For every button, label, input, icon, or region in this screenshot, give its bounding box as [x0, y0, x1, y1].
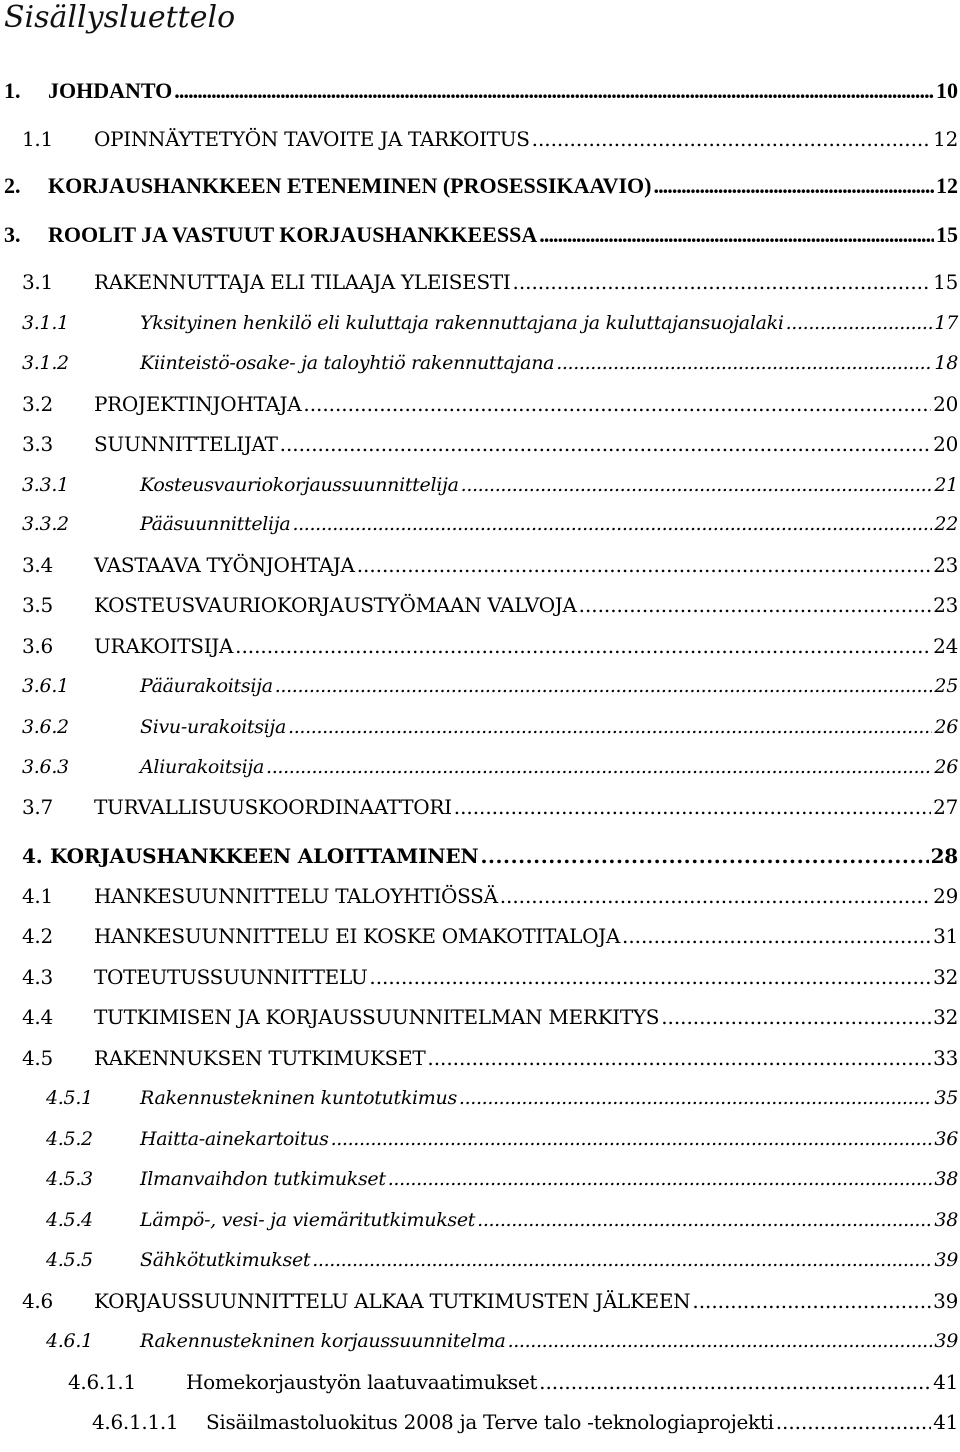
toc-entry-number: 3.1.1: [22, 312, 69, 334]
toc-entry[interactable]: [46, 1204, 958, 1236]
toc-entry[interactable]: [22, 920, 958, 952]
toc-entry-title: HANKESUUNNITTELU EI KOSKE OMAKOTITALOJA: [94, 924, 621, 948]
toc-dot-leader: [776, 1406, 931, 1438]
toc-dot-leader: [477, 1204, 932, 1236]
toc-entry-page-number: 32: [933, 1005, 958, 1029]
toc-entry[interactable]: [22, 428, 958, 460]
toc-entry-title: Kosteusvauriokorjaussuunnittelija: [140, 474, 459, 496]
toc-entry-page-number: 23: [933, 593, 958, 617]
toc-entry-page-number: 15: [933, 270, 958, 294]
toc-entry-number: 4.6.1: [46, 1330, 93, 1352]
toc-entry-number: 4.1: [22, 884, 53, 908]
toc-entry-number: 3.3.2: [22, 513, 69, 535]
toc-entry-page-number: 39: [933, 1289, 958, 1313]
toc-dot-leader: [174, 75, 934, 107]
toc-entry-title: KOSTEUSVAURIOKORJAUSTYÖMAAN VALVOJA: [94, 593, 577, 617]
toc-entry-page-number: 28: [930, 844, 958, 868]
toc-dot-leader: [280, 428, 931, 460]
toc-entry-number: 3.3: [22, 432, 53, 456]
toc-entry-page-number: 32: [933, 965, 958, 989]
toc-entry-page-number: 12: [933, 127, 958, 151]
toc-entry-page-number: 39: [934, 1330, 958, 1352]
toc-entry[interactable]: [22, 266, 958, 298]
toc-entry-page-number: 41: [933, 1410, 958, 1434]
toc-dot-leader: [480, 840, 928, 872]
toc-entry-number: 3.7: [22, 795, 53, 819]
toc-entry[interactable]: [46, 1123, 958, 1155]
toc-entry[interactable]: [22, 549, 958, 581]
toc-entry-page-number: 36: [934, 1128, 958, 1150]
toc-entry-title: KORJAUSHANKKEEN ALOITTAMINEN: [50, 844, 479, 868]
toc-entry-page-number: 20: [933, 392, 958, 416]
toc-entry[interactable]: [22, 388, 958, 420]
toc-dot-leader: [459, 1082, 933, 1114]
toc-entry-title: SUUNNITTELIJAT: [94, 432, 278, 456]
toc-entry-title: Yksityinen henkilö eli kuluttaja rakennuttajana ja kuluttajansuojalaki: [140, 312, 784, 334]
toc-entry-page-number: 38: [934, 1209, 958, 1231]
toc-entry-title: Rakennustekninen korjaussuunnitelma: [140, 1330, 506, 1352]
toc-dot-leader: [692, 1285, 931, 1317]
toc-entry-page-number: 23: [933, 553, 958, 577]
toc-entry-page-number: 27: [933, 795, 958, 819]
toc-entry[interactable]: [46, 1082, 958, 1114]
toc-entry-number: 4.3: [22, 965, 53, 989]
toc-entry-number: 3.6.1: [22, 675, 69, 697]
toc-entry[interactable]: [22, 961, 958, 993]
toc-dot-leader: [331, 1123, 933, 1155]
toc-entry-title: Kiinteistö-osake- ja taloyhtiö rakennuttajana: [140, 352, 555, 374]
toc-entry[interactable]: [46, 1325, 958, 1357]
toc-entry-page-number: 35: [934, 1087, 958, 1109]
toc-entry-title: Sisäilmastoluokitus 2008 ja Terve talo -teknologiaprojekti: [206, 1410, 774, 1434]
toc-entry-page-number: 33: [933, 1046, 958, 1070]
toc-entry-page-number: 20: [933, 432, 958, 456]
toc-entry-title: Rakennustekninen kuntotutkimus: [140, 1087, 457, 1109]
toc-entry-number: 3.1: [22, 270, 53, 294]
toc-entry-number: 3.1.2: [22, 352, 69, 374]
toc-entry-number: 3.2: [22, 392, 53, 416]
toc-entry[interactable]: [4, 219, 958, 251]
toc-entry[interactable]: [22, 123, 958, 155]
toc-entry-title: TOTEUTUSSUUNNITTELU: [94, 965, 368, 989]
toc-entry-page-number: 31: [933, 924, 958, 948]
toc-dot-leader: [235, 630, 931, 662]
toc-dot-leader: [579, 589, 931, 621]
toc-dot-leader: [454, 791, 931, 823]
toc-entry[interactable]: [4, 75, 958, 107]
toc-entry-page-number: 12: [936, 173, 958, 198]
toc-entry-page-number: 18: [934, 352, 958, 374]
toc-entry-page-number: 26: [934, 756, 958, 778]
toc-entry-title: URAKOITSIJA: [94, 634, 234, 658]
toc-dot-leader: [292, 508, 932, 540]
toc-entry-page-number: 10: [936, 78, 958, 103]
toc-entry-number: 4.6: [22, 1289, 53, 1313]
toc-entry[interactable]: [22, 751, 958, 783]
toc-entry-title: JOHDANTO: [48, 78, 173, 103]
toc-dot-leader: [275, 670, 933, 702]
toc-entry-page-number: 41: [933, 1370, 958, 1394]
toc-entry[interactable]: [22, 630, 958, 662]
toc-entry-number: 3.: [4, 222, 21, 247]
toc-entry-number: 1.: [4, 78, 21, 103]
toc-entry-page-number: 25: [934, 675, 958, 697]
toc-entry-page-number: 24: [933, 634, 958, 658]
toc-entry[interactable]: [22, 711, 958, 743]
toc-entry-title: TUTKIMISEN JA KORJAUSSUUNNITELMAN MERKITYS: [94, 1005, 660, 1029]
toc-entry[interactable]: [22, 1285, 958, 1317]
toc-entry-title: KORJAUSSUUNNITTELU ALKAA TUTKIMUSTEN JÄLKEEN: [94, 1289, 691, 1313]
toc-entry-title: Ilmanvaihdon tutkimukset: [140, 1168, 386, 1190]
toc-entry[interactable]: [22, 791, 958, 823]
toc-title: Sisällysluettelo: [4, 0, 236, 35]
toc-entry-number: 1.1: [22, 127, 53, 151]
toc-dot-leader: [539, 219, 934, 251]
toc-dot-leader: [427, 1042, 931, 1074]
toc-dot-leader: [508, 1325, 933, 1357]
toc-entry[interactable]: [68, 1366, 958, 1398]
toc-entry-title: ROOLIT JA VASTUUT KORJAUSHANKKEESSA: [48, 222, 538, 247]
toc-entry-title: PROJEKTINJOHTAJA: [94, 392, 302, 416]
toc-dot-leader: [288, 711, 932, 743]
toc-dot-leader: [266, 751, 932, 783]
toc-entry-title: KORJAUSHANKKEEN ETENEMINEN (PROSESSIKAAVIO): [48, 173, 652, 198]
toc-dot-leader: [661, 1001, 931, 1033]
toc-entry-title: TURVALLISUUSKOORDINAATTORI: [94, 795, 452, 819]
toc-dot-leader: [303, 388, 931, 420]
toc-dot-leader: [786, 307, 933, 339]
toc-entry-number: 3.4: [22, 553, 53, 577]
toc-dot-leader: [312, 1244, 932, 1276]
toc-entry[interactable]: [22, 670, 958, 702]
toc-entry-number: 4.5.5: [46, 1249, 93, 1271]
toc-entry-number: 2.: [4, 173, 21, 198]
toc-entry-page-number: 21: [934, 474, 958, 496]
toc-entry-number: 4.5.4: [46, 1209, 93, 1231]
toc-entry-title: RAKENNUKSEN TUTKIMUKSET: [94, 1046, 426, 1070]
toc-entry-number: 4.6.1.1.1: [92, 1410, 179, 1434]
toc-dot-leader: [500, 880, 931, 912]
toc-entry-title: Pääsuunnittelija: [140, 513, 291, 535]
toc-entry[interactable]: [22, 508, 958, 540]
toc-entry-page-number: 26: [934, 716, 958, 738]
toc-dot-leader: [369, 961, 931, 993]
toc-entry-page-number: 29: [933, 884, 958, 908]
toc-dot-leader: [653, 170, 934, 202]
toc-entry[interactable]: [22, 589, 958, 621]
toc-entry-page-number: 39: [934, 1249, 958, 1271]
toc-entry-title: Aliurakoitsija: [140, 756, 265, 778]
toc-entry-title: Homekorjaustyön laatuvaatimukset: [186, 1370, 538, 1394]
toc-entry[interactable]: [22, 880, 958, 912]
toc-dot-leader: [539, 1366, 931, 1398]
toc-dot-leader: [357, 549, 931, 581]
toc-entry-number: 4.5.2: [46, 1128, 93, 1150]
toc-dot-leader: [461, 469, 933, 501]
toc-entry-number: 4.5.1: [46, 1087, 93, 1109]
toc-entry-title: RAKENNUTTAJA ELI TILAAJA YLEISESTI: [94, 270, 511, 294]
toc-entry-page-number: 38: [934, 1168, 958, 1190]
toc-dot-leader: [513, 266, 932, 298]
toc-entry-title: Haitta-ainekartoitus: [140, 1128, 329, 1150]
toc-entry-number: 3.3.1: [22, 474, 69, 496]
toc-dot-leader: [556, 347, 932, 379]
toc-entry-title: Lämpö-, vesi- ja viemäritutkimukset: [140, 1209, 476, 1231]
toc-entry[interactable]: [92, 1406, 958, 1438]
toc-dot-leader: [532, 123, 931, 155]
toc-entry-number: 4.6.1.1: [68, 1370, 136, 1394]
toc-entry-number: 3.6.2: [22, 716, 69, 738]
toc-entry[interactable]: [22, 840, 958, 872]
toc-entry[interactable]: [22, 347, 958, 379]
toc-entry[interactable]: [46, 1244, 958, 1276]
toc-entry[interactable]: [22, 307, 958, 339]
toc-dot-leader: [388, 1163, 933, 1195]
toc-entry[interactable]: [22, 1042, 958, 1074]
toc-entry[interactable]: [4, 170, 958, 202]
toc-entry[interactable]: [46, 1163, 958, 1195]
toc-entry[interactable]: [22, 469, 958, 501]
toc-entry-number: 4.: [22, 844, 43, 868]
toc-entry-title: VASTAAVA TYÖNJOHTAJA: [94, 553, 355, 577]
toc-entry-title: Sivu-urakoitsija: [140, 716, 287, 738]
toc-entry-title: OPINNÄYTETYÖN TAVOITE JA TARKOITUS: [94, 127, 530, 151]
toc-entry-page-number: 22: [934, 513, 958, 535]
toc-dot-leader: [622, 920, 931, 952]
toc-entry-number: 4.4: [22, 1005, 53, 1029]
toc-entry-number: 3.6: [22, 634, 53, 658]
toc-entry-number: 4.5.3: [46, 1168, 93, 1190]
toc-entry-title: Pääurakoitsija: [140, 675, 273, 697]
toc-entry-number: 4.5: [22, 1046, 53, 1070]
toc-entry-title: Sähkötutkimukset: [140, 1249, 311, 1271]
toc-entry-number: 3.6.3: [22, 756, 69, 778]
toc-entry-page-number: 15: [936, 222, 958, 247]
toc-entry-title: HANKESUUNNITTELU TALOYHTIÖSSÄ: [94, 884, 498, 908]
toc-entry-number: 4.2: [22, 924, 53, 948]
toc-entry[interactable]: [22, 1001, 958, 1033]
toc-entry-number: 3.5: [22, 593, 53, 617]
toc-entry-page-number: 17: [934, 312, 958, 334]
